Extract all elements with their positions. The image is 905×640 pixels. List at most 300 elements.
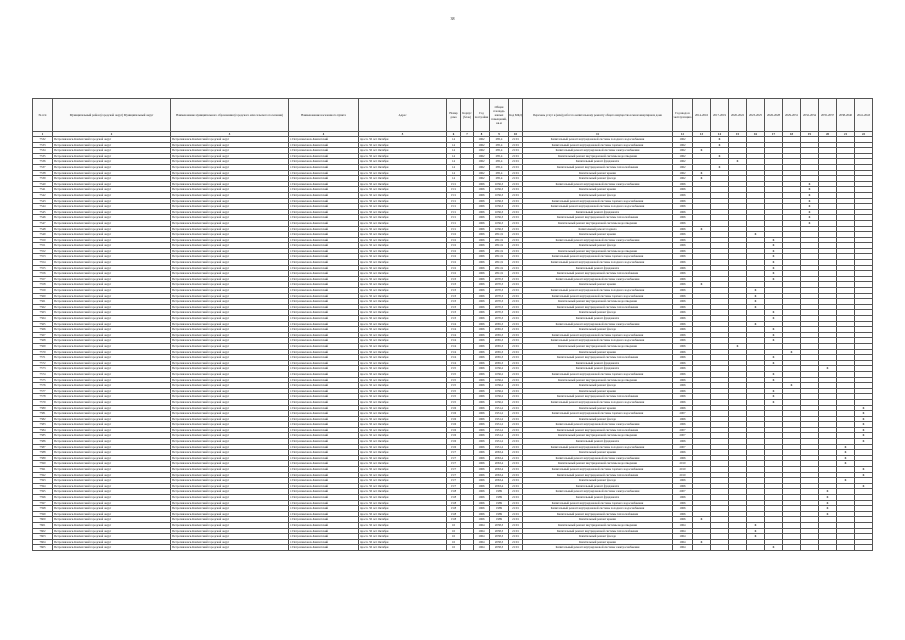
table-cell: Петропавловск-Камчатский городской округ	[53, 187, 171, 193]
table-cell: 1966	[673, 495, 693, 501]
table-cell: 21:01	[509, 539, 523, 545]
table-cell: 7553	[33, 254, 53, 260]
table-cell: г. Петропавловск-Камчатский	[289, 176, 359, 182]
table-cell: просп. 50 лет Октября	[359, 243, 447, 249]
table-cell: 1964	[673, 545, 693, 551]
table-cell: 1964	[474, 545, 490, 551]
table-cell: просп. 50 лет Октября	[359, 209, 447, 215]
table-cell: Петропавловск-Камчатский городской округ	[171, 371, 289, 377]
table-cell: Петропавловск-Камчатский городской округ	[53, 383, 171, 389]
table-cell: Капитальный ремонт крыши	[523, 187, 673, 193]
period-cell: X	[855, 467, 873, 473]
table-cell: 1966	[673, 388, 693, 394]
table-cell: 7601	[33, 522, 53, 528]
table-cell: 2010	[673, 467, 693, 473]
table-cell: Петропавловск-Камчатский городской округ	[53, 511, 171, 517]
table-cell: 1962	[474, 137, 490, 143]
table-cell: Капитальный ремонт внутридомовой системы холодного водоснабжения	[523, 338, 673, 344]
table-cell: Петропавловск-Камчатский городской округ	[171, 153, 289, 159]
table-cell: г. Петропавловск-Камчатский	[289, 276, 359, 282]
table-cell: 1966	[474, 450, 490, 456]
table-cell: Петропавловск-Камчатский городской округ	[53, 360, 171, 366]
table-cell: 1962	[673, 137, 693, 143]
table-cell: просп. 50 лет Октября	[359, 461, 447, 467]
table-cell: 21:01	[509, 215, 523, 221]
table-cell: 1966	[474, 444, 490, 450]
period-cell: X	[765, 243, 783, 249]
period-cell: X	[765, 316, 783, 322]
table-cell: 21:01	[509, 159, 523, 165]
table-cell: просп. 50 лет Октября	[359, 427, 447, 433]
table-cell: 21:01	[509, 137, 523, 143]
table-cell: 15/1	[447, 215, 461, 221]
table-cell: 1964	[673, 539, 693, 545]
table-cell: 1966	[673, 478, 693, 484]
period-cell: X	[855, 411, 873, 417]
table-cell: 21:01	[509, 371, 523, 377]
table-cell: 2063,4	[490, 450, 509, 456]
table-cell: 15/2	[447, 248, 461, 254]
table-cell: Петропавловск-Камчатский городской округ	[171, 517, 289, 523]
period-cell: X	[855, 416, 873, 422]
table-body	[33, 137, 873, 551]
table-cell: 2070,3	[490, 293, 509, 299]
table-cell: Капитальный ремонт внутридомовой системы горячего водоснабжения	[523, 198, 673, 204]
column-number: 22	[855, 132, 873, 137]
table-cell: 21:01	[509, 192, 523, 198]
period-cell: X	[765, 338, 783, 344]
period-cell: X	[765, 237, 783, 243]
table-cell: 1966	[673, 299, 693, 305]
table-cell: Петропавловск-Камчатский городской округ	[171, 254, 289, 260]
period-cell: X	[801, 181, 819, 187]
table-cell: 15/2	[447, 271, 461, 277]
period-cell: X	[765, 545, 783, 551]
table-cell: 1966	[474, 349, 490, 355]
table-cell: 14	[447, 176, 461, 182]
column-number: 6	[447, 132, 461, 137]
table-cell: 1931,2	[490, 444, 509, 450]
table-cell: 1962	[474, 164, 490, 170]
table-cell: 7573	[33, 366, 53, 372]
table-cell: 21:01	[509, 153, 523, 159]
table-cell: 1966	[474, 511, 490, 517]
table-cell: 1966	[474, 371, 490, 377]
table-cell: просп. 50 лет Октября	[359, 316, 447, 322]
table-cell: 21:01	[509, 422, 523, 428]
table-cell: 21:01	[509, 349, 523, 355]
table-cell: Петропавловск-Камчатский городской округ	[53, 355, 171, 361]
table-cell: 1989	[490, 489, 509, 495]
table-cell: 1036,3	[490, 220, 509, 226]
table-cell: 15/4	[447, 343, 461, 349]
table-cell: 21:01	[509, 528, 523, 534]
table-cell: 7568	[33, 338, 53, 344]
period-cell: X	[693, 517, 711, 523]
table-cell: 1964	[673, 522, 693, 528]
table-cell: Капитальный ремонт внутридомовой системы теплоснабжения	[523, 427, 673, 433]
table-cell: 2811,9	[490, 232, 509, 238]
table-cell: 21:01	[509, 467, 523, 473]
table-cell: просп. 50 лет Октября	[359, 293, 447, 299]
table-cell: 1966	[673, 204, 693, 210]
table-cell: 2070,3	[490, 299, 509, 305]
table-cell: г. Петропавловск-Камчатский	[289, 310, 359, 316]
period-cell: X	[801, 192, 819, 198]
table-cell: 21:01	[509, 232, 523, 238]
table-cell: 1966	[474, 411, 490, 417]
table-cell: 15/3	[447, 282, 461, 288]
period-cell: X	[801, 220, 819, 226]
table-cell: 1931,2	[490, 405, 509, 411]
table-cell: просп. 50 лет Октября	[359, 433, 447, 439]
table-cell: Капитальный ремонт внутридомовой системы горячего водоснабжения	[523, 500, 673, 506]
column-header: 2026-2028	[765, 99, 783, 132]
column-number: 7	[461, 132, 474, 137]
table-cell: Петропавловск-Камчатский городской округ	[171, 198, 289, 204]
table-cell: 15/6	[447, 433, 461, 439]
table-cell: 2811,9	[490, 260, 509, 266]
table-cell: 7554	[33, 260, 53, 266]
table-cell: 1966	[673, 220, 693, 226]
table-cell: Петропавловск-Камчатский городской округ	[53, 209, 171, 215]
table-cell: 2038,3	[490, 522, 509, 528]
table-cell: 21:01	[509, 271, 523, 277]
table-cell: 7597	[33, 500, 53, 506]
table-cell: 1966	[673, 276, 693, 282]
period-cell: X	[711, 153, 729, 159]
table-cell: просп. 50 лет Октября	[359, 271, 447, 277]
column-number: 1	[33, 132, 53, 137]
table-cell: Капитальный ремонт фундамента	[523, 360, 673, 366]
table-cell: Петропавловск-Камчатский городской округ	[53, 522, 171, 528]
table-cell: 16	[447, 528, 461, 534]
table-cell: 1966	[474, 489, 490, 495]
table-cell: просп. 50 лет Октября	[359, 545, 447, 551]
period-cell: X	[747, 304, 765, 310]
table-cell: 1966	[673, 187, 693, 193]
table-cell: 1966	[673, 304, 693, 310]
table-cell: Петропавловск-Камчатский городской округ	[53, 243, 171, 249]
table-cell: 1036,3	[490, 204, 509, 210]
table-cell: просп. 50 лет Октября	[359, 388, 447, 394]
table-cell: Петропавловск-Камчатский городской округ	[53, 534, 171, 540]
table-cell: Петропавловск-Камчатский городской округ	[171, 411, 289, 417]
table-cell: 1966	[474, 467, 490, 473]
table-cell: 15/6	[447, 444, 461, 450]
table-cell: 1964	[474, 539, 490, 545]
column-header: Год ввода в эксплуатацию	[673, 99, 693, 132]
table-cell: Петропавловск-Камчатский городской округ	[53, 204, 171, 210]
table-cell: Петропавловск-Камчатский городской округ	[53, 310, 171, 316]
table-cell: 1966	[474, 192, 490, 198]
table-cell: 1966	[673, 416, 693, 422]
table-cell: просп. 50 лет Октября	[359, 534, 447, 540]
table-cell: 1966	[474, 495, 490, 501]
table-cell: Петропавловск-Камчатский городской округ	[53, 159, 171, 165]
table-cell: Петропавловск-Камчатский городской округ	[53, 472, 171, 478]
table-cell: Петропавловск-Камчатский городской округ	[171, 399, 289, 405]
table-cell: 21:01	[509, 338, 523, 344]
table-cell: 15/1	[447, 192, 461, 198]
table-cell: 21:01	[509, 399, 523, 405]
table-cell: 15/7	[447, 455, 461, 461]
column-number: 3	[171, 132, 289, 137]
table-cell: 14	[447, 164, 461, 170]
table-cell: 2070,3	[490, 282, 509, 288]
table-cell: Петропавловск-Камчатский городской округ	[53, 539, 171, 545]
table-cell: г. Петропавловск-Камчатский	[289, 288, 359, 294]
table-cell: 14	[447, 148, 461, 154]
table-cell: 15/1	[447, 209, 461, 215]
table-cell: г. Петропавловск-Камчатский	[289, 248, 359, 254]
table-cell: Капитальный ремонт фасада	[523, 192, 673, 198]
table-cell: 21:01	[509, 198, 523, 204]
period-cell: X	[855, 405, 873, 411]
table-cell: г. Петропавловск-Камчатский	[289, 321, 359, 327]
table-cell: 1966	[673, 209, 693, 215]
table-cell: Петропавловск-Камчатский городской округ	[171, 422, 289, 428]
period-cell: X	[855, 472, 873, 478]
period-cell: X	[765, 265, 783, 271]
table-cell: 14	[447, 142, 461, 148]
table-cell: 2811,9	[490, 271, 509, 277]
table-cell: 15/4	[447, 321, 461, 327]
table-cell: Капитальный ремонт внутридомовой системы электроснабжения	[523, 422, 673, 428]
table-cell: 1966	[673, 181, 693, 187]
table-cell: просп. 50 лет Октября	[359, 237, 447, 243]
table-cell: просп. 50 лет Октября	[359, 472, 447, 478]
table-cell: г. Петропавловск-Камчатский	[289, 226, 359, 232]
period-cell: X	[711, 142, 729, 148]
table-cell: 1036,3	[490, 215, 509, 221]
table-cell: 2007	[673, 444, 693, 450]
period-cell	[819, 545, 837, 551]
period-cell: X	[693, 539, 711, 545]
table-cell: 7603	[33, 534, 53, 540]
period-cell: X	[747, 534, 765, 540]
table-cell: 1966	[673, 366, 693, 372]
table-cell: 7562	[33, 304, 53, 310]
table-cell: 15/3	[447, 304, 461, 310]
table-cell: 15/1	[447, 220, 461, 226]
table-cell: Петропавловск-Камчатский городской округ	[53, 500, 171, 506]
table-cell: Капитальный ремонт крыши	[523, 232, 673, 238]
table-cell: 14	[447, 159, 461, 165]
table-cell: г. Петропавловск-Камчатский	[289, 411, 359, 417]
table-cell: 7533	[33, 142, 53, 148]
table-cell: просп. 50 лет Октября	[359, 153, 447, 159]
table-cell: 2038,3	[490, 534, 509, 540]
table-cell: г. Петропавловск-Камчатский	[289, 209, 359, 215]
table-cell: г. Петропавловск-Камчатский	[289, 282, 359, 288]
table-cell: 15/1	[447, 181, 461, 187]
table-cell: 21:01	[509, 495, 523, 501]
table-cell: 7566	[33, 327, 53, 333]
table-cell: просп. 50 лет Октября	[359, 489, 447, 495]
table-cell: Петропавловск-Камчатский городской округ	[171, 137, 289, 143]
column-number: 10	[509, 132, 523, 137]
table-cell: Петропавловск-Камчатский городской округ	[171, 405, 289, 411]
table-cell: 15/7	[447, 472, 461, 478]
table-cell: Капитальный ремонт внутридомовой системы холодного водоснабжения	[523, 399, 673, 405]
table-cell: Капитальный ремонт фундамента	[523, 209, 673, 215]
table-cell: 1036,3	[490, 226, 509, 232]
table-cell: г. Петропавловск-Камчатский	[289, 137, 359, 143]
table-cell: просп. 50 лет Октября	[359, 371, 447, 377]
table-cell: Капитальный ремонт внутридомовой системы теплоснабжения	[523, 355, 673, 361]
table-cell: 1966	[474, 327, 490, 333]
table-cell: г. Петропавловск-Камчатский	[289, 332, 359, 338]
table-cell: 1966	[673, 282, 693, 288]
table-cell: г. Петропавловск-Камчатский	[289, 444, 359, 450]
table-cell: Петропавловск-Камчатский городской округ	[171, 232, 289, 238]
column-header: 2032-2034	[801, 99, 819, 132]
table-cell: просп. 50 лет Октября	[359, 282, 447, 288]
table-cell: Петропавловск-Камчатский городской округ	[53, 226, 171, 232]
table-cell: Петропавловск-Камчатский городской округ	[53, 444, 171, 450]
table-cell: 7537	[33, 164, 53, 170]
table-cell: Петропавловск-Камчатский городской округ	[53, 276, 171, 282]
table-cell: 7565	[33, 321, 53, 327]
column-number: 11	[523, 132, 673, 137]
table-cell: г. Петропавловск-Камчатский	[289, 388, 359, 394]
header-row	[33, 99, 873, 132]
table-cell: 1966	[673, 355, 693, 361]
table-cell: 1036,2	[490, 388, 509, 394]
table-cell: 21:01	[509, 472, 523, 478]
table-cell: 1036,2	[490, 371, 509, 377]
period-cell: X	[765, 360, 783, 366]
table-cell: 7589	[33, 455, 53, 461]
table-cell: 7558	[33, 282, 53, 288]
table-cell: 7576	[33, 383, 53, 389]
table-cell: г. Петропавловск-Камчатский	[289, 517, 359, 523]
table-cell: 15/6	[447, 416, 461, 422]
column-header: 2017-2019	[711, 99, 729, 132]
table-cell: 15/2	[447, 265, 461, 271]
table-cell: Петропавловск-Камчатский городской округ	[53, 439, 171, 445]
column-number: 2	[53, 132, 171, 137]
period-cell: X	[747, 321, 765, 327]
table-cell: 1036,3	[490, 192, 509, 198]
period-cell: X	[801, 187, 819, 193]
period-cell: X	[819, 500, 837, 506]
table-cell: 1966	[673, 254, 693, 260]
table-cell: 1964	[474, 534, 490, 540]
table-cell: Капитальный ремонт внутридомовой системы водоотведения	[523, 220, 673, 226]
period-cell: X	[801, 215, 819, 221]
table-cell: 7577	[33, 388, 53, 394]
table-cell: Петропавловск-Камчатский городской округ	[171, 506, 289, 512]
column-number: 19	[801, 132, 819, 137]
period-cell: X	[819, 366, 837, 372]
table-cell: г. Петропавловск-Камчатский	[289, 467, 359, 473]
table-cell: просп. 50 лет Октября	[359, 321, 447, 327]
table-cell: 15/6	[447, 422, 461, 428]
table-cell: 15/3	[447, 299, 461, 305]
table-cell: Петропавловск-Камчатский городской округ	[171, 243, 289, 249]
table-cell: Петропавловск-Камчатский городской округ	[53, 181, 171, 187]
table-cell: 1931,2	[490, 416, 509, 422]
table-cell: г. Петропавловск-Камчатский	[289, 170, 359, 176]
table-cell: 1964	[673, 528, 693, 534]
table-cell: 1966	[474, 517, 490, 523]
table-cell: 1036,2	[490, 399, 509, 405]
table-cell: 1966	[474, 399, 490, 405]
table-cell: Петропавловск-Камчатский городской округ	[171, 343, 289, 349]
table-cell: Петропавловск-Камчатский городской округ	[171, 416, 289, 422]
table-cell: г. Петропавловск-Камчатский	[289, 293, 359, 299]
period-cell: X	[729, 159, 747, 165]
table-cell: 1962	[673, 176, 693, 182]
table-cell: просп. 50 лет Октября	[359, 254, 447, 260]
period-cell	[747, 545, 765, 551]
table-cell: г. Петропавловск-Камчатский	[289, 232, 359, 238]
table-cell: 7556	[33, 271, 53, 277]
column-number: 13	[693, 132, 711, 137]
table-cell: 7578	[33, 394, 53, 400]
table-cell: Капитальный ремонт внутридомовой системы теплоснабжения	[523, 472, 673, 478]
period-cell: X	[765, 260, 783, 266]
column-header: Адрес	[359, 99, 447, 132]
table-cell: 2811,9	[490, 248, 509, 254]
table-cell: Петропавловск-Камчатский городской округ	[53, 411, 171, 417]
table-cell: 7594	[33, 483, 53, 489]
table-cell: просп. 50 лет Октября	[359, 411, 447, 417]
table-cell: 15/1	[447, 187, 461, 193]
table-cell: 2063,4	[490, 467, 509, 473]
table-cell: 15/7	[447, 450, 461, 456]
table-cell: 2038,3	[490, 545, 509, 551]
table-cell: просп. 50 лет Октября	[359, 522, 447, 528]
table-cell: Капитальный ремонт внутридомовой системы электроснабжения	[523, 489, 673, 495]
column-header: № п/п	[33, 99, 53, 132]
table-cell: просп. 50 лет Октября	[359, 288, 447, 294]
table-cell: 2065,3	[490, 338, 509, 344]
period-cell: X	[747, 299, 765, 305]
table-cell: 1966	[474, 422, 490, 428]
period-cell: X	[765, 355, 783, 361]
table-cell: 7548	[33, 226, 53, 232]
table-cell: Петропавловск-Камчатский городской округ	[171, 360, 289, 366]
table-cell: Петропавловск-Камчатский городской округ	[171, 310, 289, 316]
table-cell: 21:01	[509, 204, 523, 210]
column-header: Муниципальный район (городской округ) Муниципальный округ	[53, 99, 171, 132]
table-cell: 21:01	[509, 377, 523, 383]
table-cell: 21:01	[509, 254, 523, 260]
table-cell: 1962	[474, 159, 490, 165]
table-cell: 1989	[490, 500, 509, 506]
table-cell: Капитальный ремонт фасада	[523, 243, 673, 249]
table-cell: г. Петропавловск-Камчатский	[289, 405, 359, 411]
table-cell: 7584	[33, 427, 53, 433]
table-cell: Петропавловск-Камчатский городской округ	[171, 427, 289, 433]
table-cell: 15/3	[447, 288, 461, 294]
table-cell: 1966	[673, 455, 693, 461]
table-cell: 7595	[33, 489, 53, 495]
table-cell: 21:01	[509, 455, 523, 461]
table-cell: 1966	[474, 500, 490, 506]
table-cell: 1966	[673, 399, 693, 405]
table-cell: 15/4	[447, 338, 461, 344]
table-cell: 1966	[474, 254, 490, 260]
column-number: 15	[729, 132, 747, 137]
table-cell: 21:01	[509, 187, 523, 193]
table-cell: Петропавловск-Камчатский городской округ	[171, 455, 289, 461]
table-cell: 7591	[33, 467, 53, 473]
table-cell: Петропавловск-Камчатский городской округ	[53, 455, 171, 461]
